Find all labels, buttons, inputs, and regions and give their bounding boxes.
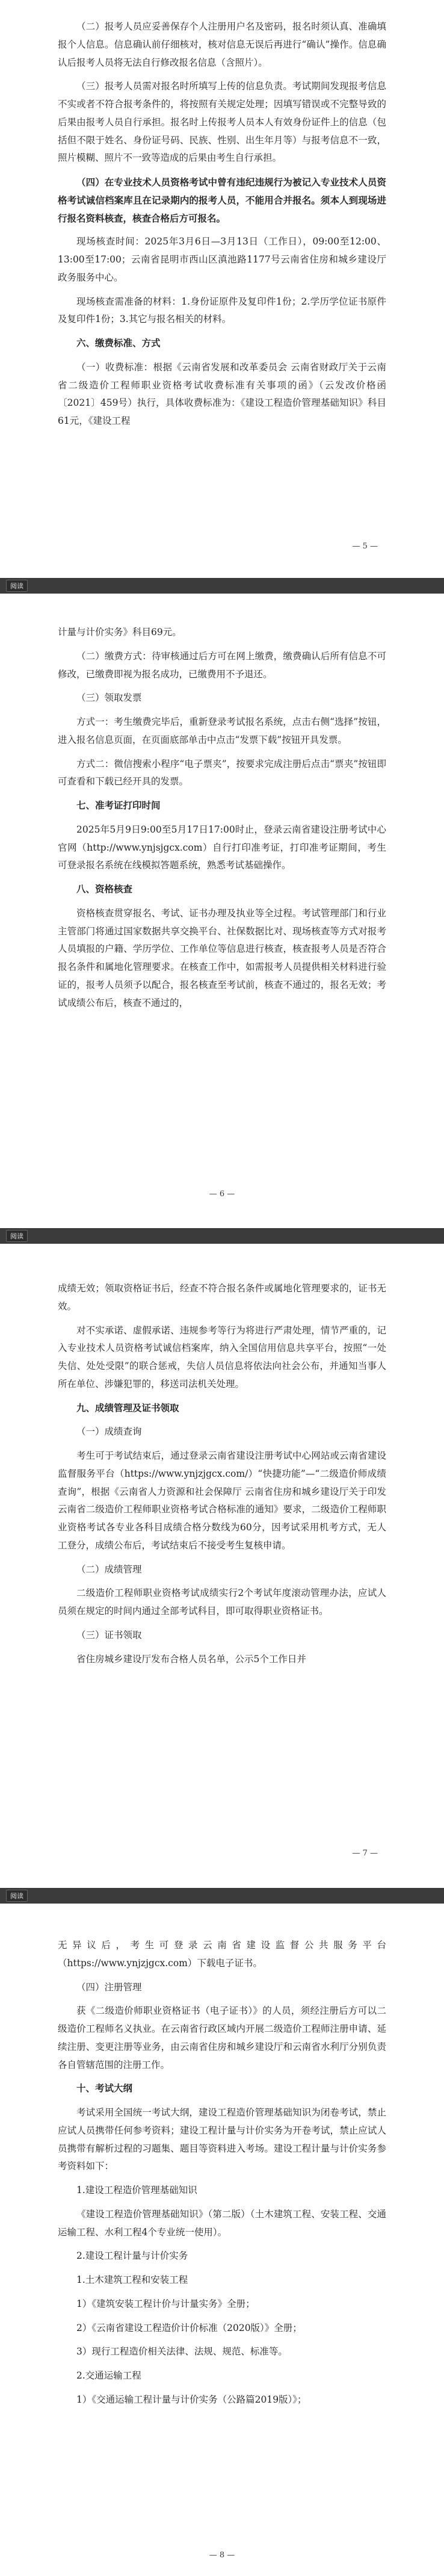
read-mode-button[interactable]: 阅读 xyxy=(6,1230,28,1242)
paragraph: （三）证书领取 xyxy=(76,1629,142,1640)
document-page-8 xyxy=(0,1904,444,2576)
paragraph: 对不实承诺、虚假承诺、违规参考等行为将进行严肃处理，情节严重的，记入专业技术人员资格考试诚信档案库，纳入全国信用信息共享平台，按照“一处失信、处处受限”的联合惩戒，失信人员信息将依法向社会公布，并通知当事人所在单位、涉嫌犯罪的，移送司法机关处理。 xyxy=(58,1324,386,1389)
page-number: — 8 — xyxy=(209,2551,235,2560)
page-number: — 5 — xyxy=(352,542,378,551)
paragraph: 2.建设工程计量与计价实务 xyxy=(76,2250,188,2262)
paragraph: 无异议后，考生可登录云南省建设监督公共服务平台（https://www.ynjzjgcx.com）下载电子证书。 xyxy=(58,1940,386,1969)
section-heading: 八、资格核查 xyxy=(76,884,133,895)
paragraph: 1.土木建筑工程和安装工程 xyxy=(76,2274,188,2285)
paragraph: 计量与计价实务》科目69元。 xyxy=(58,627,182,638)
paragraph: 成绩无效；领取资格证书后，经查不符合报名条件或属地化管理要求的，证书无效。 xyxy=(58,1283,386,1312)
paragraph: 获《二级造价师职业资格证书（电子证书）》的人员，须经注册后方可以二级造价工程师名义执业。在云南省行政区域内开展二级造价工程师注册申请、延续注册、变更注册等业务，由云南省住房和城乡建设厅和云南省水利厅分别负责各自管辖范围的注册工作。 xyxy=(58,2005,386,2070)
document-page-5 xyxy=(0,0,444,578)
paragraph: 1）《交通运输工程计量与计价实务（公路篇2019版）》； xyxy=(76,2394,307,2405)
document-page-7 xyxy=(0,1244,444,1888)
paragraph: 2025年5月9日9:00至5月17日17:00时止，登录云南省建设注册考试中心官网（http://www.ynjsjgcx.com）自行打印准考证，打印准考证期间，考生可登录报名系统在线模拟答题系统，熟悉考试基础操作。 xyxy=(58,824,386,871)
paragraph: 现场核查需准备的材料：1.身份证原件及复印件1份；2.学历学位证书原件及复印件1份；3.其它与报名相关的材料。 xyxy=(58,296,386,325)
paragraph: 考试采用全国统一考试大纲，建设工程造价管理基础知识为闭卷考试，禁止应试人员携带任何参考资料；建设工程计量与计价实务为开卷考试，禁止应试人员携带有解析过程的习题集、题目等资料进入考场。建设工程计量与计价实务参考资料如下： xyxy=(58,2107,386,2172)
paragraph: 省住房城乡建设厅发布合格人员名单，公示5个工作日并 xyxy=(76,1653,306,1665)
paragraph: 1）《建筑安装工程计价与计量实务》全册； xyxy=(76,2298,255,2309)
paragraph: （一）收费标准：根据《云南省发展和改革委员会 云南省财政厅关于云南省二级造价工程师职业资格考试收费标准有关事项的函》（云发改价格函〔2021〕459号）执行，具体收费标准为：《建设工程造价管理基础知识》科目61元，《建设工程 xyxy=(58,361,386,426)
paragraph: 1.建设工程造价管理基础知识 xyxy=(76,2185,197,2196)
paragraph: 《建设工程造价管理基础知识》（第二版）（土木建筑工程、安装工程、交通运输工程、水利工程4个专业统一使用）。 xyxy=(58,2208,386,2238)
paragraph: 3）现行工程造价相关法律、法规、规范、标准等。 xyxy=(76,2346,288,2357)
section-heading: 十、考试大纲 xyxy=(76,2083,133,2094)
paragraph: （三）报考人员需对报名时所填写上传的信息负责。考试期间发现报考信息不实或者不符合报考条件的，将按照有关规定处理；因填写错误或不完整导致的后果由报考人员自行承担。报名时上传报考人员本人有效身份证件上的信息（包括但不限于姓名、身份证号码、民族、性别、出生年月等）与报考信息不一致，照片模糊、照片不一致等造成的后果由考生自行承担。 xyxy=(58,81,386,164)
paragraph: （三）领取发票 xyxy=(76,692,142,704)
viewer-toolbar xyxy=(0,1228,444,1244)
viewer-toolbar xyxy=(0,1888,444,1904)
read-mode-button[interactable]: 阅读 xyxy=(6,1890,28,1902)
paragraph: 方式一：考生缴费完毕后，重新登录考试报名系统，点击右侧“选择”按钮，进入报名信息页面，在页面底部单击中点击“发票下载”按钮开具发票。 xyxy=(58,716,386,745)
section-heading: 六、缴费标准、方式 xyxy=(76,338,161,349)
section-heading: 九、成绩管理及证书领取 xyxy=(76,1402,179,1414)
paragraph: 现场核查时间：2025年3月6日—3月13日（工作日），09:00至12:00、13:00至17:00；云南省昆明市西山区滇池路1177号云南省住房和城乡建设厅政务服务中心。 xyxy=(58,236,386,283)
viewer-toolbar xyxy=(0,578,444,594)
document-page-6 xyxy=(0,594,444,1228)
paragraph: （四）在专业技术人员资格考试中曾有违纪违规行为被记入专业技术人员资格考试诚信档案库且在记录期内的报考人员，不能用合并报名。须本人到现场进行报名资料核查，核查合格后方可报名。 xyxy=(58,176,386,224)
paragraph: （二）成绩管理 xyxy=(76,1563,142,1575)
paragraph: （四）注册管理 xyxy=(76,1981,142,1993)
paragraph: 二级造价工程师职业资格考试成绩实行2个考试年度滚动管理办法，应试人员须在规定的时间内通过全部考试科目，即可取得职业资格证书。 xyxy=(58,1587,386,1616)
read-mode-button[interactable]: 阅读 xyxy=(6,580,28,592)
page-number: — 6 — xyxy=(209,1190,235,1199)
paragraph: 2.交通运输工程 xyxy=(76,2370,141,2381)
section-heading: 七、准考证打印时间 xyxy=(76,800,161,811)
paragraph: （一）成绩查询 xyxy=(76,1426,142,1438)
paragraph: （二）缴费方式：待审核通过后方可在网上缴费，缴费确认后所有信息不可修改，已缴费即视为报名成功，已缴费用不予退还。 xyxy=(58,650,386,680)
paragraph: 资格核查贯穿报名、考试、证书办理及执业等全过程。考试管理部门和行业主管部门将通过国家数据共享交换平台、社保数据比对、现场核查等方式对报考人员填报的户籍、学历学位、工作单位等信息进行核查，核查报考人员是否符合报名条件和属地化管理要求。在核查工作中，如需报考人员提供相关材料进行验证的，报考人员须予以配合，报名核查至考试前，核查不通过的，报名无效；考试成绩公布后，核查不通过的， xyxy=(58,907,386,1008)
paragraph: 2）《云南省建设工程造价计价标准（2020版）》全册； xyxy=(76,2322,302,2333)
paragraph: 考生可于考试结束后，通过登录云南省建设注册考试中心网站或云南省建设监督服务平台（https://www.ynjzjgcx.com/）“快捷功能”—“二级造价师成绩查询”，根据《云南省人力资源和社会保障厅 云南省住房和城乡建设厅关于印发云南省二级造价工程师职业资格考试合格标准的通知》要求，二级造价工程师职业资格考试各专业各科目成绩合格分数线为60分，因考试采用机考方式，无人工登分，成绩公布后，考试结束后不接受考生复核申请。 xyxy=(58,1450,386,1551)
paragraph: （二）报考人员应妥善保存个人注册用户名及密码，报名时须认真、准确填报个人信息。信息确认前仔细核对，核对信息无误后再进行“确认”操作。信息确认后报考人员将无法自行修改报名信息（含照片）。 xyxy=(58,21,386,68)
page-number: — 7 — xyxy=(352,1849,378,1858)
paragraph: 方式二：微信搜索小程序“电子票夹”，按要求完成注册后点击“票夹”按钮即可查看和下载已经开具的发票。 xyxy=(58,758,386,787)
